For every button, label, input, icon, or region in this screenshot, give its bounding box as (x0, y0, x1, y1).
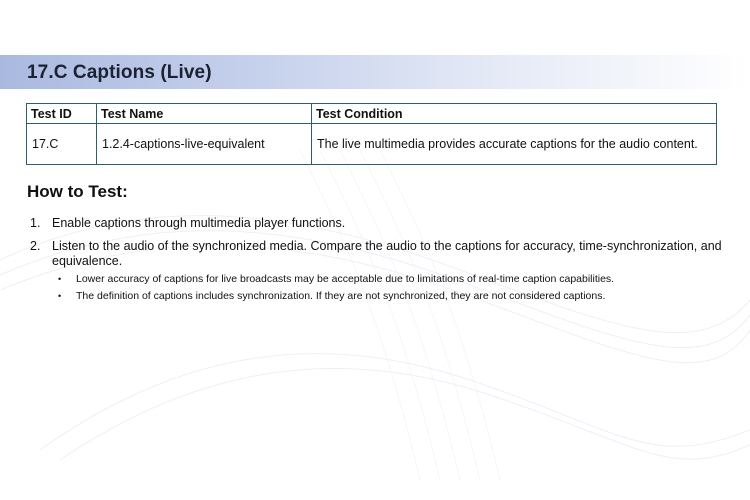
cell-test-condition: The live multimedia provides accurate captions for the audio content. (312, 124, 717, 165)
column-header-test-id: Test ID (27, 104, 97, 124)
bullet-icon: • (58, 274, 62, 284)
cell-test-name: 1.2.4-captions-live-equivalent (97, 124, 312, 165)
table-row (27, 124, 717, 165)
bullet-icon: • (58, 291, 62, 301)
note-text: Lower accuracy of captions for live broadcasts may be acceptable due to limitations of real-time caption capabilities. (76, 273, 615, 285)
page-title: 17.C Captions (Live) (27, 62, 212, 83)
step-number: 2. (30, 239, 41, 253)
list-item (54, 290, 730, 303)
list-item (30, 216, 730, 231)
how-to-test-heading: How to Test: (27, 182, 128, 201)
step-text: Enable captions through multimedia player functions. (52, 216, 346, 230)
table-header-row (27, 104, 717, 124)
step-text: Listen to the audio of the synchronized media. Compare the audio to the captions for accuracy, time-synchronization, and equivalence. (52, 239, 722, 268)
note-text: The definition of captions includes synchronization. If they are not synchronized, they are not considered captions. (76, 290, 606, 302)
list-item (54, 273, 730, 286)
list-item (30, 239, 730, 307)
cell-test-id: 17.C (27, 124, 97, 165)
step-number: 1. (30, 216, 41, 230)
column-header-test-name: Test Name (97, 104, 312, 124)
step-notes-list (54, 273, 730, 303)
test-steps-list (30, 216, 730, 315)
test-info-table (26, 103, 717, 165)
column-header-test-condition: Test Condition (312, 104, 717, 124)
